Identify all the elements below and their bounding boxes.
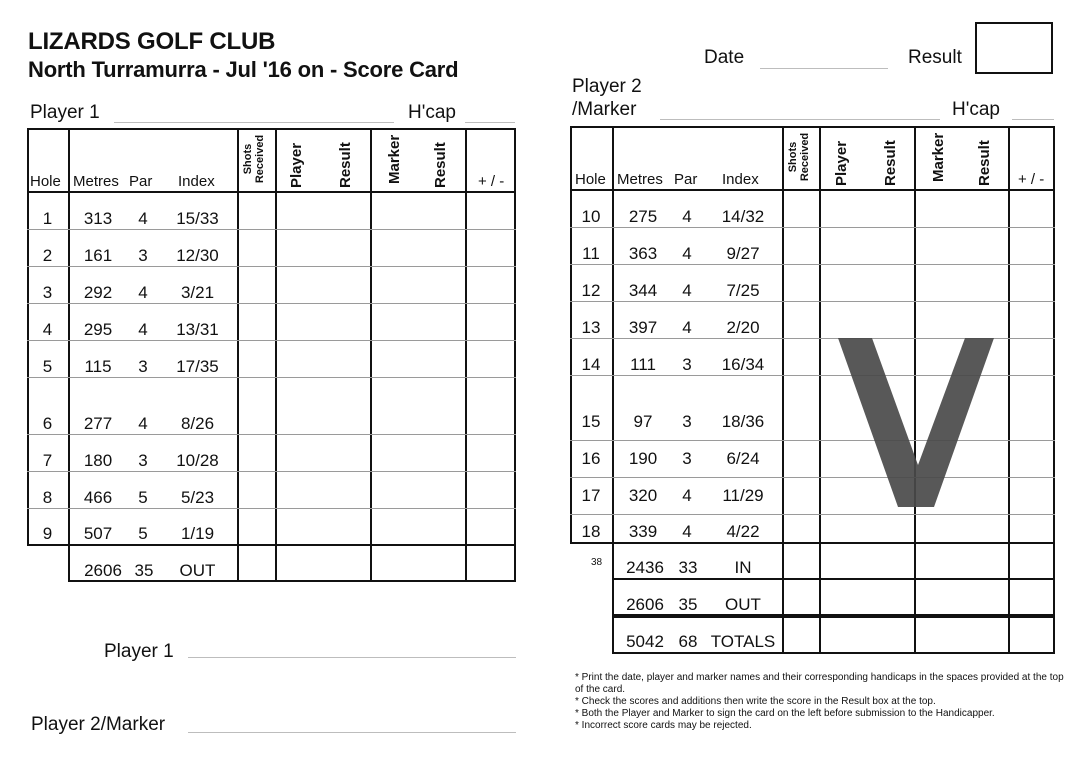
col-marker-back: Marker <box>930 132 947 182</box>
index: 16/34 <box>721 355 765 374</box>
metres: 115 <box>84 357 112 376</box>
metres: 339 <box>628 522 658 541</box>
col-marker-result: Result <box>432 142 449 188</box>
player2-name-field[interactable] <box>660 119 940 120</box>
par: 4 <box>138 283 148 302</box>
index: 13/31 <box>176 320 219 339</box>
col-plus-minus: + / - <box>478 173 505 190</box>
hole-number: 12 <box>581 281 601 300</box>
par: 4 <box>138 320 148 339</box>
metres: 111 <box>630 355 656 374</box>
player2-label-1: Player 2 <box>572 76 642 97</box>
out-metres-back: 2606 <box>626 595 664 614</box>
col-shots-received: Shots Received <box>242 134 266 184</box>
par: 5 <box>138 524 148 543</box>
hole-number: 8 <box>42 488 53 507</box>
metres: 363 <box>628 244 658 263</box>
note-item: * Print the date, player and marker names and their corresponding handicaps in the spaces provided at the top of the card. <box>575 672 1064 695</box>
metres: 292 <box>83 283 113 302</box>
hole-number: 17 <box>581 486 601 505</box>
out-par-back: 35 <box>678 595 698 614</box>
hole-number: 13 <box>581 318 601 337</box>
out-label: OUT <box>179 561 216 580</box>
hole-number: 6 <box>42 414 53 433</box>
par: 4 <box>138 414 148 433</box>
col-player-back: Player <box>833 140 850 186</box>
index: 5/23 <box>180 488 215 507</box>
col-marker-result-back: Result <box>976 140 993 186</box>
hole-number: 5 <box>42 357 53 376</box>
col-player-result-back: Result <box>882 140 899 186</box>
col-index-back: Index <box>722 171 759 188</box>
index: 14/32 <box>721 207 765 226</box>
metres: 295 <box>83 320 113 339</box>
index: 6/24 <box>726 449 760 468</box>
index: 3/21 <box>180 283 215 302</box>
par: 5 <box>138 488 148 507</box>
index: 10/28 <box>176 451 219 470</box>
hole-number: 10 <box>581 207 601 226</box>
index: 18/36 <box>721 412 765 431</box>
hole-number: 9 <box>42 524 53 543</box>
col-hole-back: Hole <box>575 171 606 188</box>
col-metres-back: Metres <box>617 171 663 188</box>
metres: 190 <box>628 449 658 468</box>
index: 1/19 <box>180 524 215 543</box>
col-marker: Marker <box>386 134 403 184</box>
hole-number: 2 <box>42 246 53 265</box>
index: 8/26 <box>180 414 215 433</box>
in-label: IN <box>734 558 752 577</box>
instructions <box>575 672 1065 732</box>
col-player: Player <box>288 142 305 188</box>
hole-number: 7 <box>42 451 53 470</box>
par: 3 <box>682 449 692 468</box>
date-field[interactable] <box>760 68 888 69</box>
out-metres: 2606 <box>84 561 122 580</box>
metres: 275 <box>628 207 658 226</box>
metres: 161 <box>83 246 113 265</box>
result-label: Result <box>908 47 962 68</box>
par: 3 <box>682 412 692 431</box>
par: 3 <box>682 355 692 374</box>
hole-number: 1 <box>42 209 53 228</box>
player1-label: Player 1 <box>30 102 100 123</box>
par: 4 <box>682 522 692 541</box>
metres: 466 <box>83 488 113 507</box>
player1-name-field[interactable] <box>114 122 394 123</box>
hole-number: 11 <box>582 244 600 263</box>
col-plus-minus-back: + / - <box>1018 171 1045 188</box>
in-metres: 2436 <box>626 558 664 577</box>
index: 2/20 <box>726 318 760 337</box>
note-item: * Both the Player and Marker to sign the card on the left before submission to the Handicapper. <box>575 708 995 719</box>
player1-hcap-label: H'cap <box>408 102 456 123</box>
note-item: * Check the scores and additions then write the score in the Result box at the top. <box>575 696 936 707</box>
par: 4 <box>682 486 692 505</box>
col-hole: Hole <box>30 173 61 190</box>
hole-number: 18 <box>581 522 601 541</box>
index: 12/30 <box>176 246 219 265</box>
par: 4 <box>682 318 692 337</box>
date-label: Date <box>704 47 745 68</box>
sign-player1-label: Player 1 <box>104 641 174 662</box>
in-par: 33 <box>678 558 698 577</box>
sign-player2-label: Player 2/Marker <box>31 714 166 735</box>
hole-number: 4 <box>42 320 53 339</box>
index: 9/27 <box>726 244 760 263</box>
in-note: 38 <box>591 557 603 568</box>
card-subtitle: North Turramurra - Jul '16 on - Score Card <box>28 57 459 82</box>
note-item: * Incorrect score cards may be rejected. <box>575 720 752 731</box>
hole-number: 15 <box>581 412 601 431</box>
player2-label-2: /Marker <box>572 99 637 120</box>
out-label-back: OUT <box>725 595 761 614</box>
col-par-back: Par <box>674 171 698 188</box>
player2-hcap-label: H'cap <box>952 99 1000 120</box>
v-mark-icon <box>820 330 1020 520</box>
player2-hcap-field[interactable] <box>1012 119 1054 120</box>
par: 3 <box>138 246 148 265</box>
par: 3 <box>138 357 148 376</box>
hole-number: 16 <box>581 449 601 468</box>
sign-player2-field[interactable] <box>188 732 516 733</box>
club-name: LIZARDS GOLF CLUB <box>28 28 276 55</box>
metres: 507 <box>83 524 113 543</box>
col-par: Par <box>129 173 153 190</box>
index: 4/22 <box>726 522 760 541</box>
total-metres: 5042 <box>626 632 664 651</box>
index: 15/33 <box>176 209 219 228</box>
sign-player1-field[interactable] <box>188 657 516 658</box>
metres: 397 <box>628 318 658 337</box>
hole-number: 14 <box>581 355 601 374</box>
index: 17/35 <box>176 357 219 376</box>
result-box[interactable] <box>975 22 1053 74</box>
total-par: 68 <box>678 632 698 651</box>
metres: 97 <box>633 412 653 431</box>
metres: 344 <box>628 281 658 300</box>
col-shots-received-back: Shots Received <box>787 132 811 182</box>
metres: 277 <box>83 414 113 433</box>
par: 4 <box>682 281 692 300</box>
par: 4 <box>138 209 148 228</box>
player1-hcap-field[interactable] <box>465 122 515 123</box>
index: 7/25 <box>726 281 760 300</box>
hole-number: 3 <box>42 283 53 302</box>
par: 4 <box>682 244 692 263</box>
par: 3 <box>138 451 148 470</box>
col-metres: Metres <box>73 173 119 190</box>
index: 11/29 <box>722 486 764 505</box>
metres: 313 <box>83 209 113 228</box>
out-par: 35 <box>134 561 154 580</box>
col-player-result: Result <box>337 142 354 188</box>
totals-label: TOTALS <box>710 632 776 651</box>
metres: 180 <box>83 451 113 470</box>
col-index: Index <box>178 173 215 190</box>
par: 4 <box>682 207 692 226</box>
metres: 320 <box>628 486 658 505</box>
